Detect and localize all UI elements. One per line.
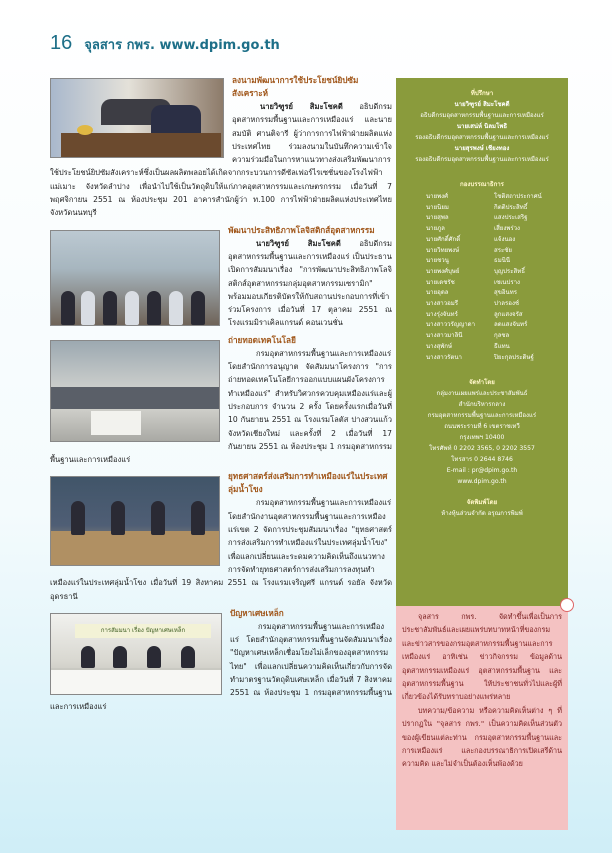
news-lead-name: นายวิฑูรย์ สิมะโชคดี	[260, 102, 343, 111]
news-item	[50, 607, 392, 713]
disclaimer-paragraph: จุลสาร กพร. จัดทำขึ้นเพื่อเป็นการประชาสัมพันธ์และเผยแพร่บทบาทหน้าที่ของกรมและข่าวสารของกรมอุตสาหกรรมพื้นฐานและการเหมืองแร่ อาทิเช่น ข่าวกิจกรรม ข้อมูลด้านอุตสาหกรรมเหมืองแร่ อุตสาหกรรมพื้นฐาน และอุตสาหกรรมพื้นฐาน ให้ประชาชนทั่วไปและผู้ที่เกี่ยวข้องได้รับทราบอย่างแพร่หลาย	[402, 612, 562, 702]
committee-last-name: ลดแสงจันทร์	[494, 321, 528, 329]
committee-last-name: ลูกแสงจรัส	[494, 310, 523, 318]
disclaimer-paragraph: บทความ/ข้อความ หรือความคิดเห็นต่าง ๆ ที่ปรากฏใน "จุลสาร กพร." เป็นความคิดเห็นส่วนตัวของผู้เขียนแต่ละท่าน กรมอุตสาหกรรมพื้นฐานและการเหมืองแร่ และกองบรรณาธิการเปิดเสรีด้านความคิด และไม่จำเป็นต้องเห็นพ้องด้วย	[402, 705, 562, 769]
news-photo	[50, 340, 220, 442]
advisor-name: นายเสน่ห์ นิลมโพธิ	[456, 123, 508, 130]
publisher-line: กรมอุตสาหกรรมพื้นฐานและการเหมืองแร่	[427, 412, 537, 420]
printer-name: ห้างหุ้นส่วนจำกัด อรุณการพิมพ์	[441, 510, 523, 518]
committee-first-name: นายพงศ์บุษย์	[426, 267, 460, 275]
flower-icon	[560, 598, 574, 612]
news-item	[50, 334, 392, 467]
news-title: ถ่ายทอดเทคโนโลยี	[228, 334, 296, 345]
committee-first-name: นางสุพักษ์	[426, 342, 453, 350]
news-photo	[50, 476, 220, 566]
committee-last-name: ปิยะกุลประดิษฐ์	[494, 353, 534, 361]
news-title: ปัญหาเศษเหล็ก	[230, 607, 284, 618]
committee-first-name: นายพงศ์	[426, 193, 449, 200]
news-item	[50, 224, 392, 330]
committee-last-name: แสงประเสริฐ	[494, 214, 528, 222]
news-photo	[50, 230, 220, 326]
committee-first-name: นางสาวมาลินี	[426, 332, 463, 340]
committee-block	[396, 179, 568, 190]
committee-last-name: สระชัย	[494, 246, 512, 254]
advisor-name: นายวิฑูรย์ สิมะโชคดี	[454, 101, 510, 108]
news-title: ยุทธศาสตร์ส่งเสริมการทำเหมืองแร่ในประเทศลุ่มน้ำโขง	[228, 471, 388, 495]
publisher-line: กรุงเทพฯ 10400	[459, 434, 505, 442]
committee-last-name: เซเนปราง	[494, 278, 521, 286]
committee-first-name: นายชวนู	[426, 257, 449, 265]
committee-last-name: ธีแทน	[494, 342, 510, 350]
news-title: พัฒนาประสิทธิภาพโลจิสติกส์อุตสาหกรรม	[228, 224, 375, 235]
committee-first-name: นายสุพล	[426, 214, 449, 222]
masthead-sidebar	[396, 78, 568, 606]
committee-last-name: ธมนินี	[494, 257, 511, 265]
advisors-block	[396, 78, 568, 165]
committee-first-name: นายศักดิ์ศักดิ์	[426, 235, 461, 243]
committee-first-name: นางสาววรัญญาดา	[426, 321, 476, 329]
committee-heading: กองบรรณาธิการ	[460, 181, 504, 188]
news-body: กรมอุตสาหกรรมพื้นฐานและการเหมืองแร่ โดยสำนักงานอุตสาหกรรมพื้นฐานและการเหมืองแร่เขต 2 จัดการประชุมสัมมนาเรื่อง "ยุทธศาสตร์การส่งเสริมการทำเหมืองแร่ในประเทศลุ่มน้ำโขง" เพื่อแลกเปลี่ยนและระดมความคิดเห็นถึงแนวทางการจัดทำยุทธศาสตร์การส่งเสริมการลงทุนทำเหมืองแร่ในประเทศลุ่มน้ำโขง เมื่อวันที่ 19 สิงหาคม 2551 ณ โรงแรมเจริญศรี แกรนด์ รอยัล จังหวัดอุดรธานี	[50, 498, 392, 601]
committee-first-name: นางรุ่งจันทร์	[426, 310, 458, 318]
committee-last-name: ปาลรองช์	[494, 300, 520, 308]
committee-last-name: สุขอินทร	[494, 289, 518, 297]
committee-last-name: โชติสถาประกาศน์	[494, 193, 542, 200]
photo-banner: การสัมมนา เรื่อง ปัญหาเศษเหล็ก	[75, 624, 211, 638]
committee-first-name: นายอุดล	[426, 289, 449, 297]
header-title: จุลสาร กพร. www.dpim.go.th	[84, 38, 280, 53]
committee-last-name: บุญประสิทธิ์	[494, 267, 525, 275]
news-lead-name: นายวิฑูรย์ สิมะโชคดี	[256, 238, 341, 248]
publisher-line: ถนนพระรามที่ 6 เขตราชเทวี	[444, 423, 520, 431]
news-item	[50, 470, 392, 602]
publisher-line: สำนักบริหารกลาง	[458, 401, 506, 409]
advisor-role: อธิบดีกรมอุตสาหกรรมพื้นฐานและการเหมืองแร่	[420, 112, 544, 119]
publisher-website[interactable]: www.dpim.go.th	[457, 478, 507, 486]
news-body: กรมอุตสาหกรรมพื้นฐานและการเหมืองแร่ โดยสำนักการอนุญาต จัดสัมมนาโครงการ "การถ่ายทอดเทคโนโลยีการออกแบบแผนผังโครงการทำเหมืองแร่" สำหรับวิศวกรควบคุมเหมืองแร่และผู้ประกอบการ จำนวน 2 ครั้ง โดยครั้งแรกเมื่อวันที่ 10 กันยายน 2551 ณ โรงแรมโลตัส ปางสวนแก้ว จังหวัดเชียงใหม่ และครั้งที่ 2 เมื่อวันที่ 17 กันยายน 2551 ณ ห้องประชุม 1 กรมอุตสาหกรรมพื้นฐานและการเหมืองแร่	[50, 348, 392, 465]
committee-last-name: เสี่ยงพร่วง	[494, 225, 521, 233]
committee-first-name: นางสาวรัตนา	[426, 353, 462, 361]
news-column	[50, 74, 392, 713]
page-number: 16	[50, 32, 73, 54]
news-body: อธิบดีกรมอุตสาหกรรมพื้นฐานและการเหมืองแร่ เป็นประธานเปิดการสัมมนาเรื่อง "การพัฒนาประสิทธิภาพโลจิสติกส์อุตสาหกรรมกลุ่มอุตสาหกรรมเซรามิก" พร้อมมอบเกียรติบัตรให้กับสถานประกอบการที่เข้าร่วมโครงการ เมื่อวันที่ 17 ตุลาคม 2551 ณ โรงแรมมิราเคิลแกรนด์ คอนเวนชั่น	[228, 238, 392, 328]
news-body: กรมอุตสาหกรรมพื้นฐานและการเหมืองแร่ โดยสำนักอุตสาหกรรมพื้นฐานจัดสัมมนาเรื่อง "ปัญหาเศษเหล็กเชื่อมโยงไม่เล็กของอุตสาหกรรมไทย" เพื่อแลกเปลี่ยนความคิดเห็นเกี่ยวกับการจัดทำมาตรฐานวัตถุดิบเศษเหล็ก เมื่อวันที่ 7 สิงหาคม 2551 ณ ห้องประชุม 1 กรมอุตสาหกรรมพื้นฐานและการเหมืองแร่	[50, 621, 392, 711]
committee-first-name: นายภูล	[426, 225, 445, 233]
publisher-line: โทรสาร 0 2644 8746	[451, 456, 513, 464]
advisor-name: นายสุรพงษ์ เชียงทอง	[454, 145, 510, 152]
advisor-role: รองอธิบดีกรมอุตสาหกรรมพื้นฐานและการเหมืองแร่	[415, 156, 549, 163]
advisor-role: รองอธิบดีกรมอุตสาหกรรมพื้นฐานและการเหมืองแร่	[415, 134, 549, 141]
publisher-line: กลุ่มงานเผยแพร่และประชาสัมพันธ์	[436, 390, 528, 398]
committee-last-name: แจ้งนอง	[494, 235, 516, 243]
committee-list	[426, 192, 568, 363]
committee-first-name: นายนิยม	[426, 203, 449, 211]
news-item	[50, 74, 392, 220]
advisors-heading: ที่ปรึกษา	[470, 90, 494, 97]
publisher-line: โทรศัพท์ 0 2202 3565, 0 2202 3557	[429, 445, 535, 453]
committee-last-name: กุลชล	[494, 332, 510, 340]
news-body: อธิบดีกรมอุตสาหกรรมพื้นฐานและการเหมืองแร่ และนายสมบัติ ศานติจารี ผู้ว่าการการไฟฟ้าฝ่ายผลิตแห่งประเทศไทย ร่วมลงนามในบันทึกความเข้าใจความร่วมมือในการหาแนวทางส่งเสริมพัฒนาการใช้ประโยชน์ยิปซัมสังเคราะห์ซึ่งเป็นผลผลิตพลอยได้เกิดจากกระบวนการดีซัลเฟอร์ไรเซชั่นของโรงไฟฟ้าแม่เมาะ จังหวัดลำปาง เพื่อนำไปใช้เป็นวัตถุดิบให้แก่ภาคอุตสาหกรรมและเกษตรกรรม เมื่อวันที่ 7 พฤศจิกายน 2551 ณ ห้องประชุม 201 อาคารสำนักผู้ว่า ท.100 การไฟฟ้าฝ่ายผลิตแห่งประเทศไทย จังหวัดนนทบุรี	[50, 102, 392, 218]
committee-last-name: กิตติประสิทธิ์	[494, 203, 528, 211]
publisher-email[interactable]: E-mail : pr@dpim.go.th	[446, 467, 518, 475]
news-title: ลงนามพัฒนาการใช้ประโยชน์ยิปซัมสังเคราะห์	[232, 75, 359, 98]
page-header	[50, 32, 280, 56]
news-photo	[50, 613, 222, 695]
committee-first-name: นางสาวอมรี	[426, 300, 459, 308]
printer-block	[396, 497, 568, 519]
committee-first-name: นายวิทยพงษ์	[426, 246, 460, 254]
publisher-heading: จัดทำโดย	[469, 379, 495, 387]
news-photo	[50, 78, 224, 158]
publisher-block	[396, 377, 568, 487]
printer-heading: จัดพิมพ์โดย	[466, 499, 498, 507]
committee-first-name: นายเดชรัช	[426, 278, 455, 286]
disclaimer-box	[396, 606, 568, 830]
